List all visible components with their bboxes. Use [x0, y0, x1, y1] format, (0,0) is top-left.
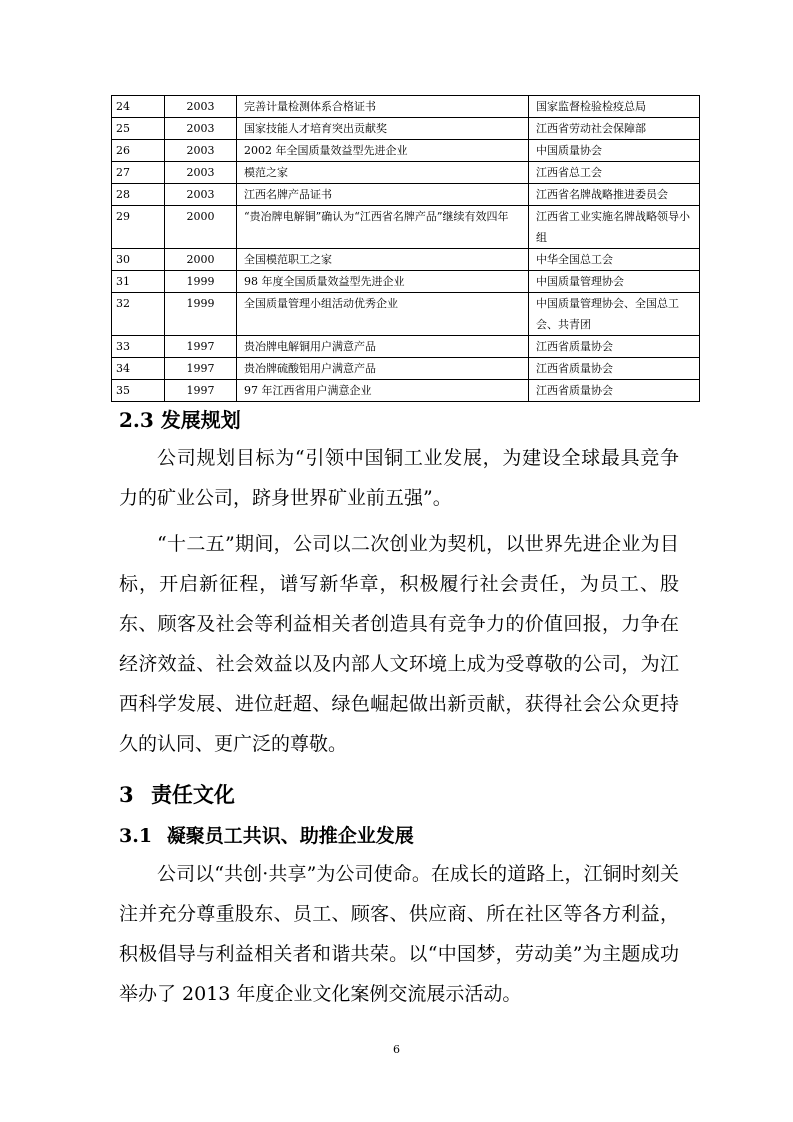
- cell-year: 2000: [165, 206, 237, 249]
- cell-number: 35: [112, 380, 165, 402]
- cell-number: 29: [112, 206, 165, 249]
- cell-number: 30: [112, 249, 165, 271]
- cell-issuing-org: 中国质量管理协会、全国总工会、共青团: [529, 293, 700, 336]
- cell-year: 1999: [165, 271, 237, 293]
- cell-award-name: 全国质量管理小组活动优秀企业: [237, 293, 529, 336]
- cell-number: 27: [112, 162, 165, 184]
- table-row: [112, 162, 700, 184]
- cell-issuing-org: 中华全国总工会: [529, 249, 700, 271]
- cell-award-name: 江西名牌产品证书: [237, 184, 529, 206]
- cell-award-name: 贵冶牌电解铜用户满意产品: [237, 336, 529, 358]
- table-row: [112, 380, 700, 402]
- cell-issuing-org: 江西省总工会: [529, 162, 700, 184]
- cell-year: 2000: [165, 249, 237, 271]
- cell-issuing-org: 江西省质量协会: [529, 358, 700, 380]
- section-2-3-paragraph-2: “十二五”期间，公司以二次创业为契机，以世界先进企业为目标，开启新征程，谱写新华章，积极履行社会责任，为员工、股东、顾客及社会等利益相关者创造具有竞争力的价值回报，力争在经济效益、社会效益以及内部人文环境上成为受尊敬的公司，为江西科学发展、进位赶超、绿色崛起做出新贡献，获得社会公众更持久的认同、更广泛的尊敬。: [119, 533, 679, 755]
- section-3-1-heading: [119, 821, 414, 848]
- section-3-1-number: 3.1: [119, 825, 153, 847]
- section-2-3-title: 发展规划: [160, 408, 241, 432]
- section-2-3-heading: [119, 404, 241, 433]
- table-row: [112, 184, 700, 206]
- cell-award-name: 98 年度全国质量效益型先进企业: [237, 271, 529, 293]
- table-row: [112, 293, 700, 336]
- cell-number: 32: [112, 293, 165, 336]
- section-3-title: 责任文化: [150, 782, 235, 807]
- table-row: [112, 271, 700, 293]
- table-row: [112, 336, 700, 358]
- cell-issuing-org: 江西省质量协会: [529, 380, 700, 402]
- cell-year: 2003: [165, 184, 237, 206]
- section-3-number: 3: [119, 782, 134, 807]
- cell-year: 2003: [165, 96, 237, 118]
- section-3-1-paragraph-1: 公司以“共创·共享”为公司使命。在成长的道路上，江铜时刻关注并充分尊重股东、员工、顾客、供应商、所在社区等各方利益，积极倡导与利益相关者和谐共荣。以“中国梦，劳动美”为主题成功举办了 2013 年度企业文化案例交流展示活动。: [119, 863, 679, 1005]
- cell-number: 31: [112, 271, 165, 293]
- cell-award-name: “贵冶牌电解铜”确认为“江西省名牌产品”继续有效四年: [237, 206, 529, 249]
- cell-year: 2003: [165, 162, 237, 184]
- cell-issuing-org: 江西省质量协会: [529, 336, 700, 358]
- cell-award-name: 贵冶牌硫酸铝用户满意产品: [237, 358, 529, 380]
- table-row: [112, 118, 700, 140]
- cell-award-name: 97 年江西省用户满意企业: [237, 380, 529, 402]
- table-row: [112, 249, 700, 271]
- cell-number: 25: [112, 118, 165, 140]
- cell-number: 34: [112, 358, 165, 380]
- cell-issuing-org: 国家监督检验检疫总局: [529, 96, 700, 118]
- cell-year: 1997: [165, 380, 237, 402]
- cell-issuing-org: 江西省名牌战略推进委员会: [529, 184, 700, 206]
- cell-year: 1997: [165, 358, 237, 380]
- section-3-heading: [119, 779, 235, 809]
- cell-number: 33: [112, 336, 165, 358]
- cell-issuing-org: 中国质量协会: [529, 140, 700, 162]
- cell-year: 2003: [165, 118, 237, 140]
- table-row: [112, 140, 700, 162]
- cell-number: 26: [112, 140, 165, 162]
- cell-award-name: 模范之家: [237, 162, 529, 184]
- table-row: [112, 206, 700, 249]
- cell-award-name: 国家技能人才培育突出贡献奖: [237, 118, 529, 140]
- awards-table: [111, 95, 700, 402]
- cell-issuing-org: 江西省劳动社会保障部: [529, 118, 700, 140]
- page-number: 6: [393, 1043, 400, 1056]
- cell-number: 24: [112, 96, 165, 118]
- cell-award-name: 全国模范职工之家: [237, 249, 529, 271]
- cell-issuing-org: 中国质量管理协会: [529, 271, 700, 293]
- cell-year: 2003: [165, 140, 237, 162]
- cell-year: 1999: [165, 293, 237, 336]
- section-2-3-number: 2.3: [119, 408, 154, 432]
- section-3-1-title: 凝聚员工共识、助推企业发展: [166, 825, 414, 847]
- table-row: [112, 96, 700, 118]
- cell-issuing-org: 江西省工业实施名牌战略领导小组: [529, 206, 700, 249]
- table-row: [112, 358, 700, 380]
- cell-award-name: 2002 年全国质量效益型先进企业: [237, 140, 529, 162]
- cell-year: 1997: [165, 336, 237, 358]
- cell-number: 28: [112, 184, 165, 206]
- cell-award-name: 完善计量检测体系合格证书: [237, 96, 529, 118]
- section-2-3-paragraph-1: 公司规划目标为“引领中国铜工业发展，为建设全球最具竞争力的矿业公司，跻身世界矿业前五强”。: [119, 447, 679, 509]
